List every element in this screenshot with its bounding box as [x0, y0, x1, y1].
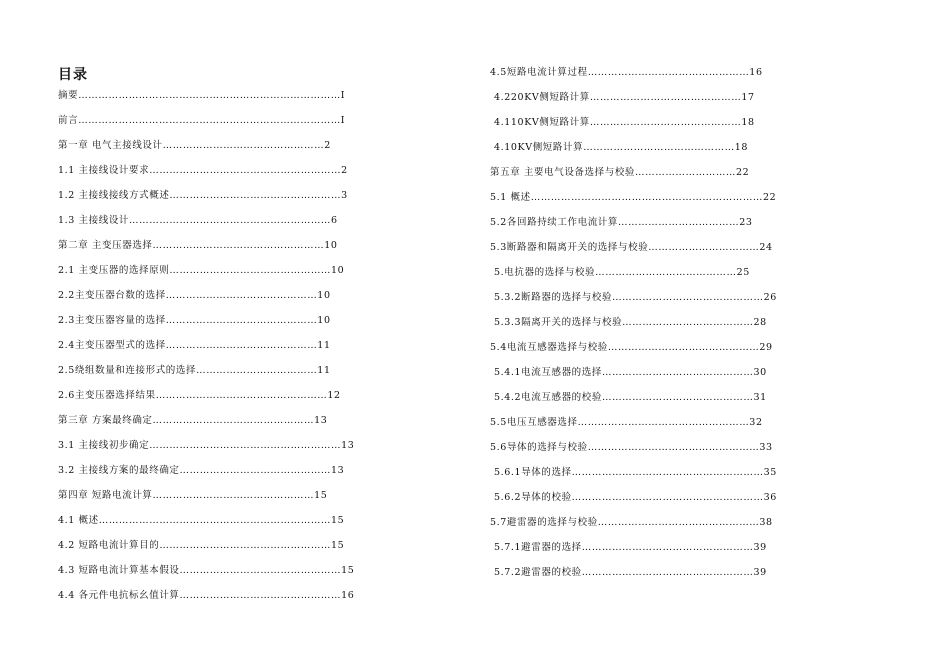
- toc-entry: 5.3.2断路器的选择与校验………………………………………26: [494, 292, 777, 303]
- toc-entry: 4.220KV侧短路计算………………………………………17: [494, 92, 755, 103]
- toc-entry: 2.4主变压器型式的选择………………………………………11: [58, 340, 331, 351]
- toc-entry: 前言……………………………………………………………………I: [58, 115, 346, 126]
- toc-entry: 2.5绕组数量和连接形式的选择………………………………11: [58, 365, 331, 376]
- toc-entry: 第三章 方案最终确定…………………………………………13: [58, 415, 328, 426]
- toc-entry: 4.2 短路电流计算目的……………………………………………15: [58, 540, 345, 551]
- toc-entry: 1.3 主接线设计……………………………………………………6: [58, 215, 338, 226]
- toc-entry: 3.2 主接线方案的最终确定………………………………………13: [58, 465, 345, 476]
- toc-entry: 5.3断路器和隔离开关的选择与校验……………………………24: [490, 242, 773, 253]
- toc-entry: 5.4电流互感器选择与校验………………………………………29: [490, 342, 773, 353]
- toc-entry: 5.2各回路持续工作电流计算………………………………23: [490, 217, 753, 228]
- toc-entry: 4.3 短路电流计算基本假设…………………………………………15: [58, 565, 355, 576]
- toc-entry: 4.110KV侧短路计算………………………………………18: [494, 117, 755, 128]
- toc-entry: 5.5电压互感器选择……………………………………………32: [490, 417, 763, 428]
- toc-entry: 5.3.3隔离开关的选择与校验…………………………………28: [494, 317, 767, 328]
- toc-entry: 4.4 各元件电抗标幺值计算…………………………………………16: [58, 590, 355, 601]
- toc-entry: 第五章 主要电气设备选择与校验…………………………22: [490, 167, 750, 178]
- toc-entry: 5.电抗器的选择与校验……………………………………25: [494, 267, 750, 278]
- toc-entry: 5.4.2电流互感器的校验………………………………………31: [494, 392, 767, 403]
- toc-entry: 5.4.1电流互感器的选择………………………………………30: [494, 367, 767, 378]
- toc-title: 目录: [58, 67, 88, 83]
- toc-entry: 5.7.1避雷器的选择……………………………………………39: [494, 542, 767, 553]
- toc-entry: 1.1 主接线设计要求…………………………………………………2: [58, 165, 348, 176]
- toc-entry: 2.2主变压器台数的选择………………………………………10: [58, 290, 331, 301]
- toc-entry: 1.2 主接线接线方式概述……………………………………………3: [58, 190, 348, 201]
- toc-entry: 5.7.2避雷器的校验……………………………………………39: [494, 567, 767, 578]
- toc-entry: 第四章 短路电流计算…………………………………………15: [58, 490, 328, 501]
- toc-entry: 4.5短路电流计算过程…………………………………………16: [490, 67, 763, 78]
- toc-entry: 4.1 概述……………………………………………………………15: [58, 515, 345, 526]
- toc-entry: 3.1 主接线初步确定…………………………………………………13: [58, 440, 355, 451]
- toc-entry: 4.10KV侧短路计算………………………………………18: [494, 142, 748, 153]
- toc-entry: 2.1 主变压器的选择原则…………………………………………10: [58, 265, 345, 276]
- toc-entry: 第一章 电气主接线设计…………………………………………2: [58, 140, 331, 151]
- toc-entry: 5.6.2导体的校验…………………………………………………36: [494, 492, 777, 503]
- toc-entry: 5.7避雷器的选择与校验…………………………………………38: [490, 517, 773, 528]
- toc-entry: 5.6导体的选择与校验……………………………………………33: [490, 442, 773, 453]
- toc-entry: 2.3主变压器容量的选择………………………………………10: [58, 315, 331, 326]
- toc-entry: 5.1 概述……………………………………………………………22: [490, 192, 777, 203]
- toc-entry: 摘要……………………………………………………………………I: [58, 90, 346, 101]
- toc-entry: 2.6主变压器选择结果……………………………………………12: [58, 390, 341, 401]
- toc-entry: 5.6.1导体的选择…………………………………………………35: [494, 467, 777, 478]
- toc-entry: 第二章 主变压器选择……………………………………………10: [58, 240, 338, 251]
